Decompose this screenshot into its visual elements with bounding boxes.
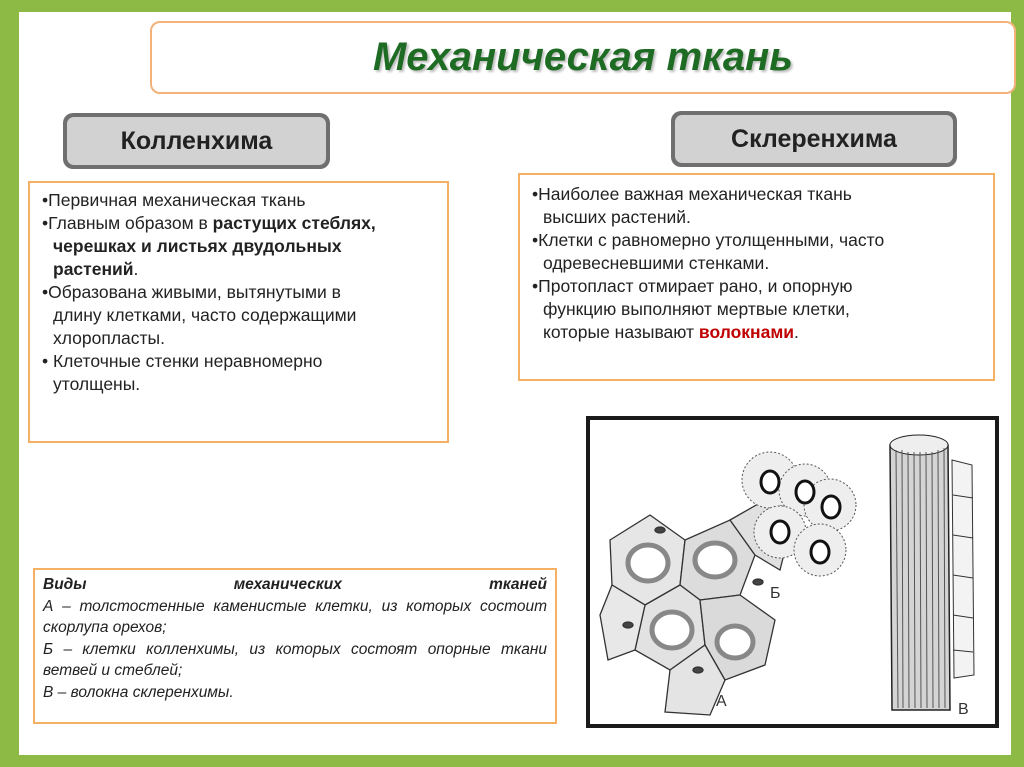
sclerenchyma-bullet-1-cont: высших растений. bbox=[543, 207, 691, 227]
sclerenchyma-header-label: Склеренхима bbox=[675, 115, 953, 163]
text-span: . bbox=[794, 322, 799, 342]
tissue-illustration bbox=[586, 416, 999, 728]
sclerenchyma-card bbox=[518, 173, 995, 381]
sclerenchyma-bullet-3-cont bbox=[532, 321, 985, 344]
figure-label-c: В bbox=[958, 701, 969, 718]
tissue-drawing bbox=[590, 420, 995, 724]
fiber-bundle-drawing bbox=[890, 435, 974, 710]
text-bold: растений bbox=[53, 259, 134, 279]
collenchyma-bullet-4: • Клеточные стенки неравномерно bbox=[42, 351, 323, 371]
sclerenchyma-header bbox=[671, 111, 957, 167]
collenchyma-card bbox=[28, 181, 449, 443]
figure-label-a: А bbox=[716, 693, 727, 710]
collenchyma-bullet-2 bbox=[42, 212, 439, 235]
title-box bbox=[150, 21, 1016, 94]
collenchyma-bullet-3: •Образована живыми, вытянутыми в bbox=[42, 282, 341, 302]
text-span: •Главным образом в bbox=[42, 213, 213, 233]
tissue-type-a: А – толстостенные каменистые клетки, из которых состоит скорлупа орехов; bbox=[43, 597, 547, 636]
heading-word: механических bbox=[233, 576, 342, 593]
heading-word: тканей bbox=[489, 576, 547, 593]
collenchyma-bullet-3-cont: длину клетками, часто содержащими bbox=[53, 305, 357, 325]
tissue-types-heading bbox=[43, 574, 547, 596]
tissue-types-card bbox=[33, 568, 557, 724]
collenchyma-bullet-2-cont bbox=[42, 258, 439, 281]
collenchyma-header bbox=[63, 113, 330, 169]
sclerenchyma-bullet-3: •Протопласт отмирает рано, и опорную bbox=[532, 276, 853, 296]
collenchyma-bullet-2-cont bbox=[42, 235, 439, 258]
heading-word: Виды bbox=[43, 576, 87, 593]
collenchyma-header-label: Колленхима bbox=[67, 117, 326, 165]
text-bold: черешках и листьях двудольных bbox=[53, 236, 342, 256]
collenchyma-bullet-3-cont: хлоропласты. bbox=[53, 328, 165, 348]
text-span: . bbox=[133, 259, 139, 279]
text-bold: растущих стеблях, bbox=[212, 213, 376, 233]
collenchyma-bullet-1: •Первичная механическая ткань bbox=[42, 190, 306, 210]
text-span: которые называют bbox=[543, 322, 699, 342]
sclerenchyma-bullet-3-cont: функцию выполняют мертвые клетки, bbox=[543, 299, 850, 319]
sclerenchyma-bullet-2: •Клетки с равномерно утолщенными, часто bbox=[532, 230, 885, 250]
tissue-type-b: Б – клетки колленхимы, из которых состоят опорные ткани ветвей и стеблей; bbox=[43, 640, 547, 679]
collenchyma-bullet-4-cont: утолщены. bbox=[53, 374, 141, 394]
page-title: Механическая ткань bbox=[372, 35, 794, 79]
tissue-type-c: В – волокна склеренхимы. bbox=[43, 683, 234, 701]
fibers-term: волокнами bbox=[698, 322, 795, 342]
sclerenchyma-bullet-2-cont: одревесневшими стенками. bbox=[543, 253, 770, 273]
figure-label-b: Б bbox=[770, 585, 781, 602]
sclerenchyma-bullet-1: •Наиболее важная механическая ткань bbox=[532, 184, 852, 204]
